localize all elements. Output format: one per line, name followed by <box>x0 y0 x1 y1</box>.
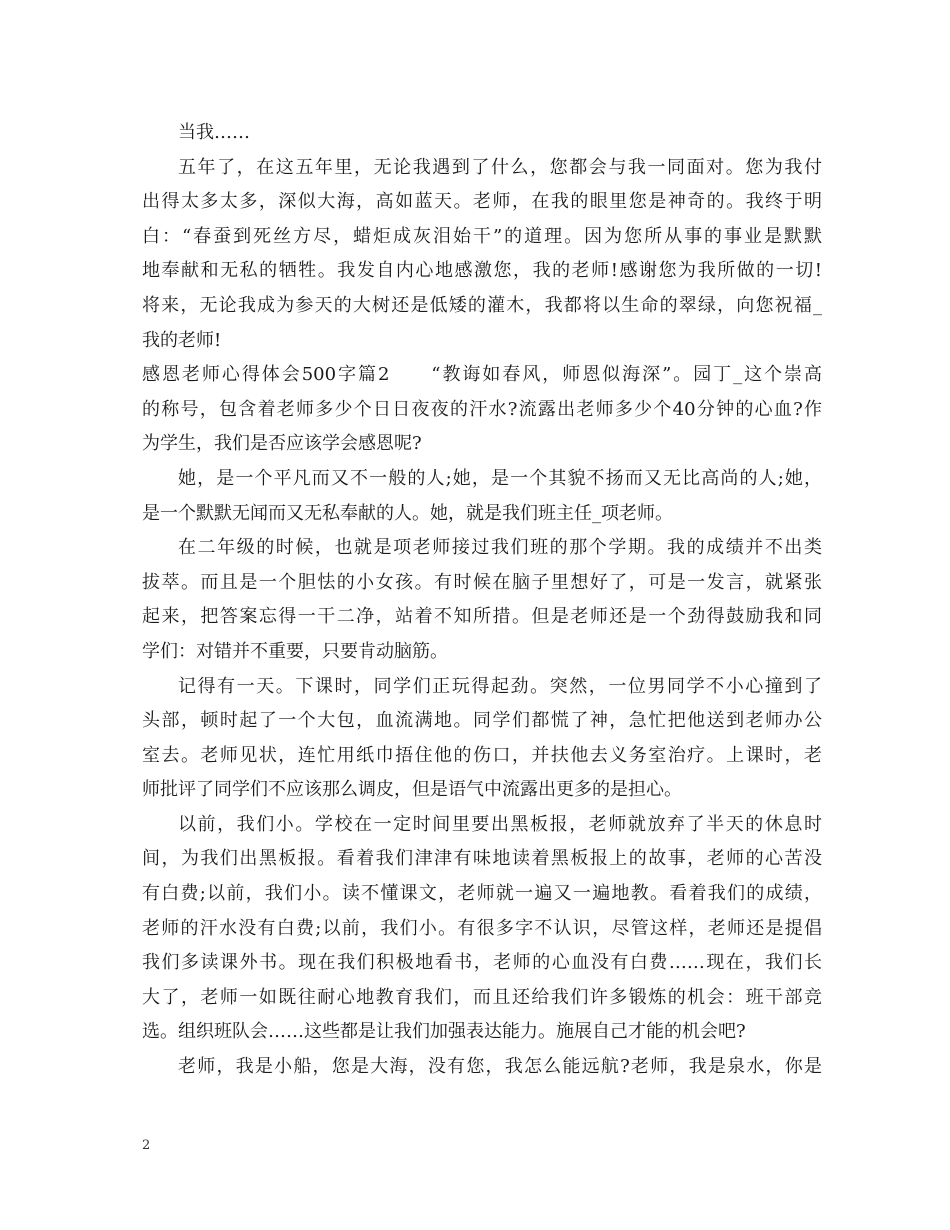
text-line: 我的老师! <box>142 329 222 351</box>
text-line: 老师的汗水没有白费;以前，我们小。有很多字不认识，尽管这样，老师还是提倡 <box>142 917 822 939</box>
text-line: 地奉献和无私的牺牲。我发自内心地感激您，我的老师!感谢您为我所做的一切! <box>142 260 822 282</box>
text-line: 感恩老师心得体会500字篇2 “教诲如春风，师恩似海深”。园丁_这个崇高 <box>142 364 822 386</box>
text-line: 拔萃。而且是一个胆怯的小女孩。有时候在脑子里想好了，可是一发言，就紧张 <box>142 571 822 593</box>
text-line: 以前，我们小。学校在一定时间里要出黑板报，老师就放弃了半天的休息时 <box>178 813 822 835</box>
text-line: 我们多读课外书。现在我们积极地看书，老师的心血没有白费……现在，我们长 <box>142 952 822 974</box>
text-line: 为学生，我们是否应该学会感恩呢? <box>142 433 422 455</box>
text-line: 将来，无论我成为参天的大树还是低矮的灌木，我都将以生命的翠绿，向您祝福_ <box>142 294 822 316</box>
text-line: 在二年级的时候，也就是项老师接过我们班的那个学期。我的成绩并不出类 <box>178 537 822 559</box>
text-line: 老师，我是小船，您是大海，没有您，我怎么能远航?老师，我是泉水，你是 <box>178 1056 822 1078</box>
text-line: 她，是一个平凡而又不一般的人;她，是一个其貌不扬而又无比高尚的人;她， <box>178 467 822 489</box>
text-line: 五年了，在这五年里，无论我遇到了什么，您都会与我一同面对。您为我付 <box>178 156 822 178</box>
text-line: 出得太多太多，深似大海，高如蓝天。老师，在我的眼里您是神奇的。我终于明 <box>142 191 822 213</box>
text-line: 记得有一天。下课时，同学们正玩得起劲。突然，一位男同学不小心撞到了 <box>178 675 822 697</box>
text-line: 大了，老师一如既往耐心地教育我们，而且还给我们许多锻炼的机会：班干部竞 <box>142 986 822 1008</box>
text-line: 白：“春蚕到死丝方尽，蜡炬成灰泪始干”的道理。因为您所从事的事业是默默 <box>142 225 822 247</box>
text-line: 室去。老师见状，连忙用纸巾捂住他的伤口，并扶他去义务室治疗。上课时，老 <box>142 744 822 766</box>
text-line: 头部，顿时起了一个大包，血流满地。同学们都慌了神，急忙把他送到老师办公 <box>142 710 822 732</box>
text-line: 学们：对错并不重要，只要肯动脑筋。 <box>142 640 448 662</box>
page-number: 2 <box>142 1138 151 1153</box>
text-line: 的称号，包含着老师多少个日日夜夜的汗水?流露出老师多少个40分钟的心血?作 <box>142 398 822 420</box>
text-line: 有白费;以前，我们小。读不懂课文，老师就一遍又一遍地教。看着我们的成绩， <box>142 883 822 905</box>
text-line: 选。组织班队会……这些都是让我们加强表达能力。施展自己才能的机会吧? <box>142 1021 746 1043</box>
text-line: 是一个默默无闻而又无私奉献的人。她，就是我们班主任_项老师。 <box>142 502 673 524</box>
text-line: 间，为我们出黑板报。看着我们津津有味地读着黑板报上的故事，老师的心苦没 <box>142 848 822 870</box>
body-text <box>142 116 822 1085</box>
text-line: 师批评了同学们不应该那么调皮，但是语气中流露出更多的是担心。 <box>142 779 682 801</box>
text-line: 起来，把答案忘得一干二净，站着不知所措。但是老师还是一个劲得鼓励我和同 <box>142 606 822 628</box>
text-line: 当我…… <box>178 122 250 143</box>
